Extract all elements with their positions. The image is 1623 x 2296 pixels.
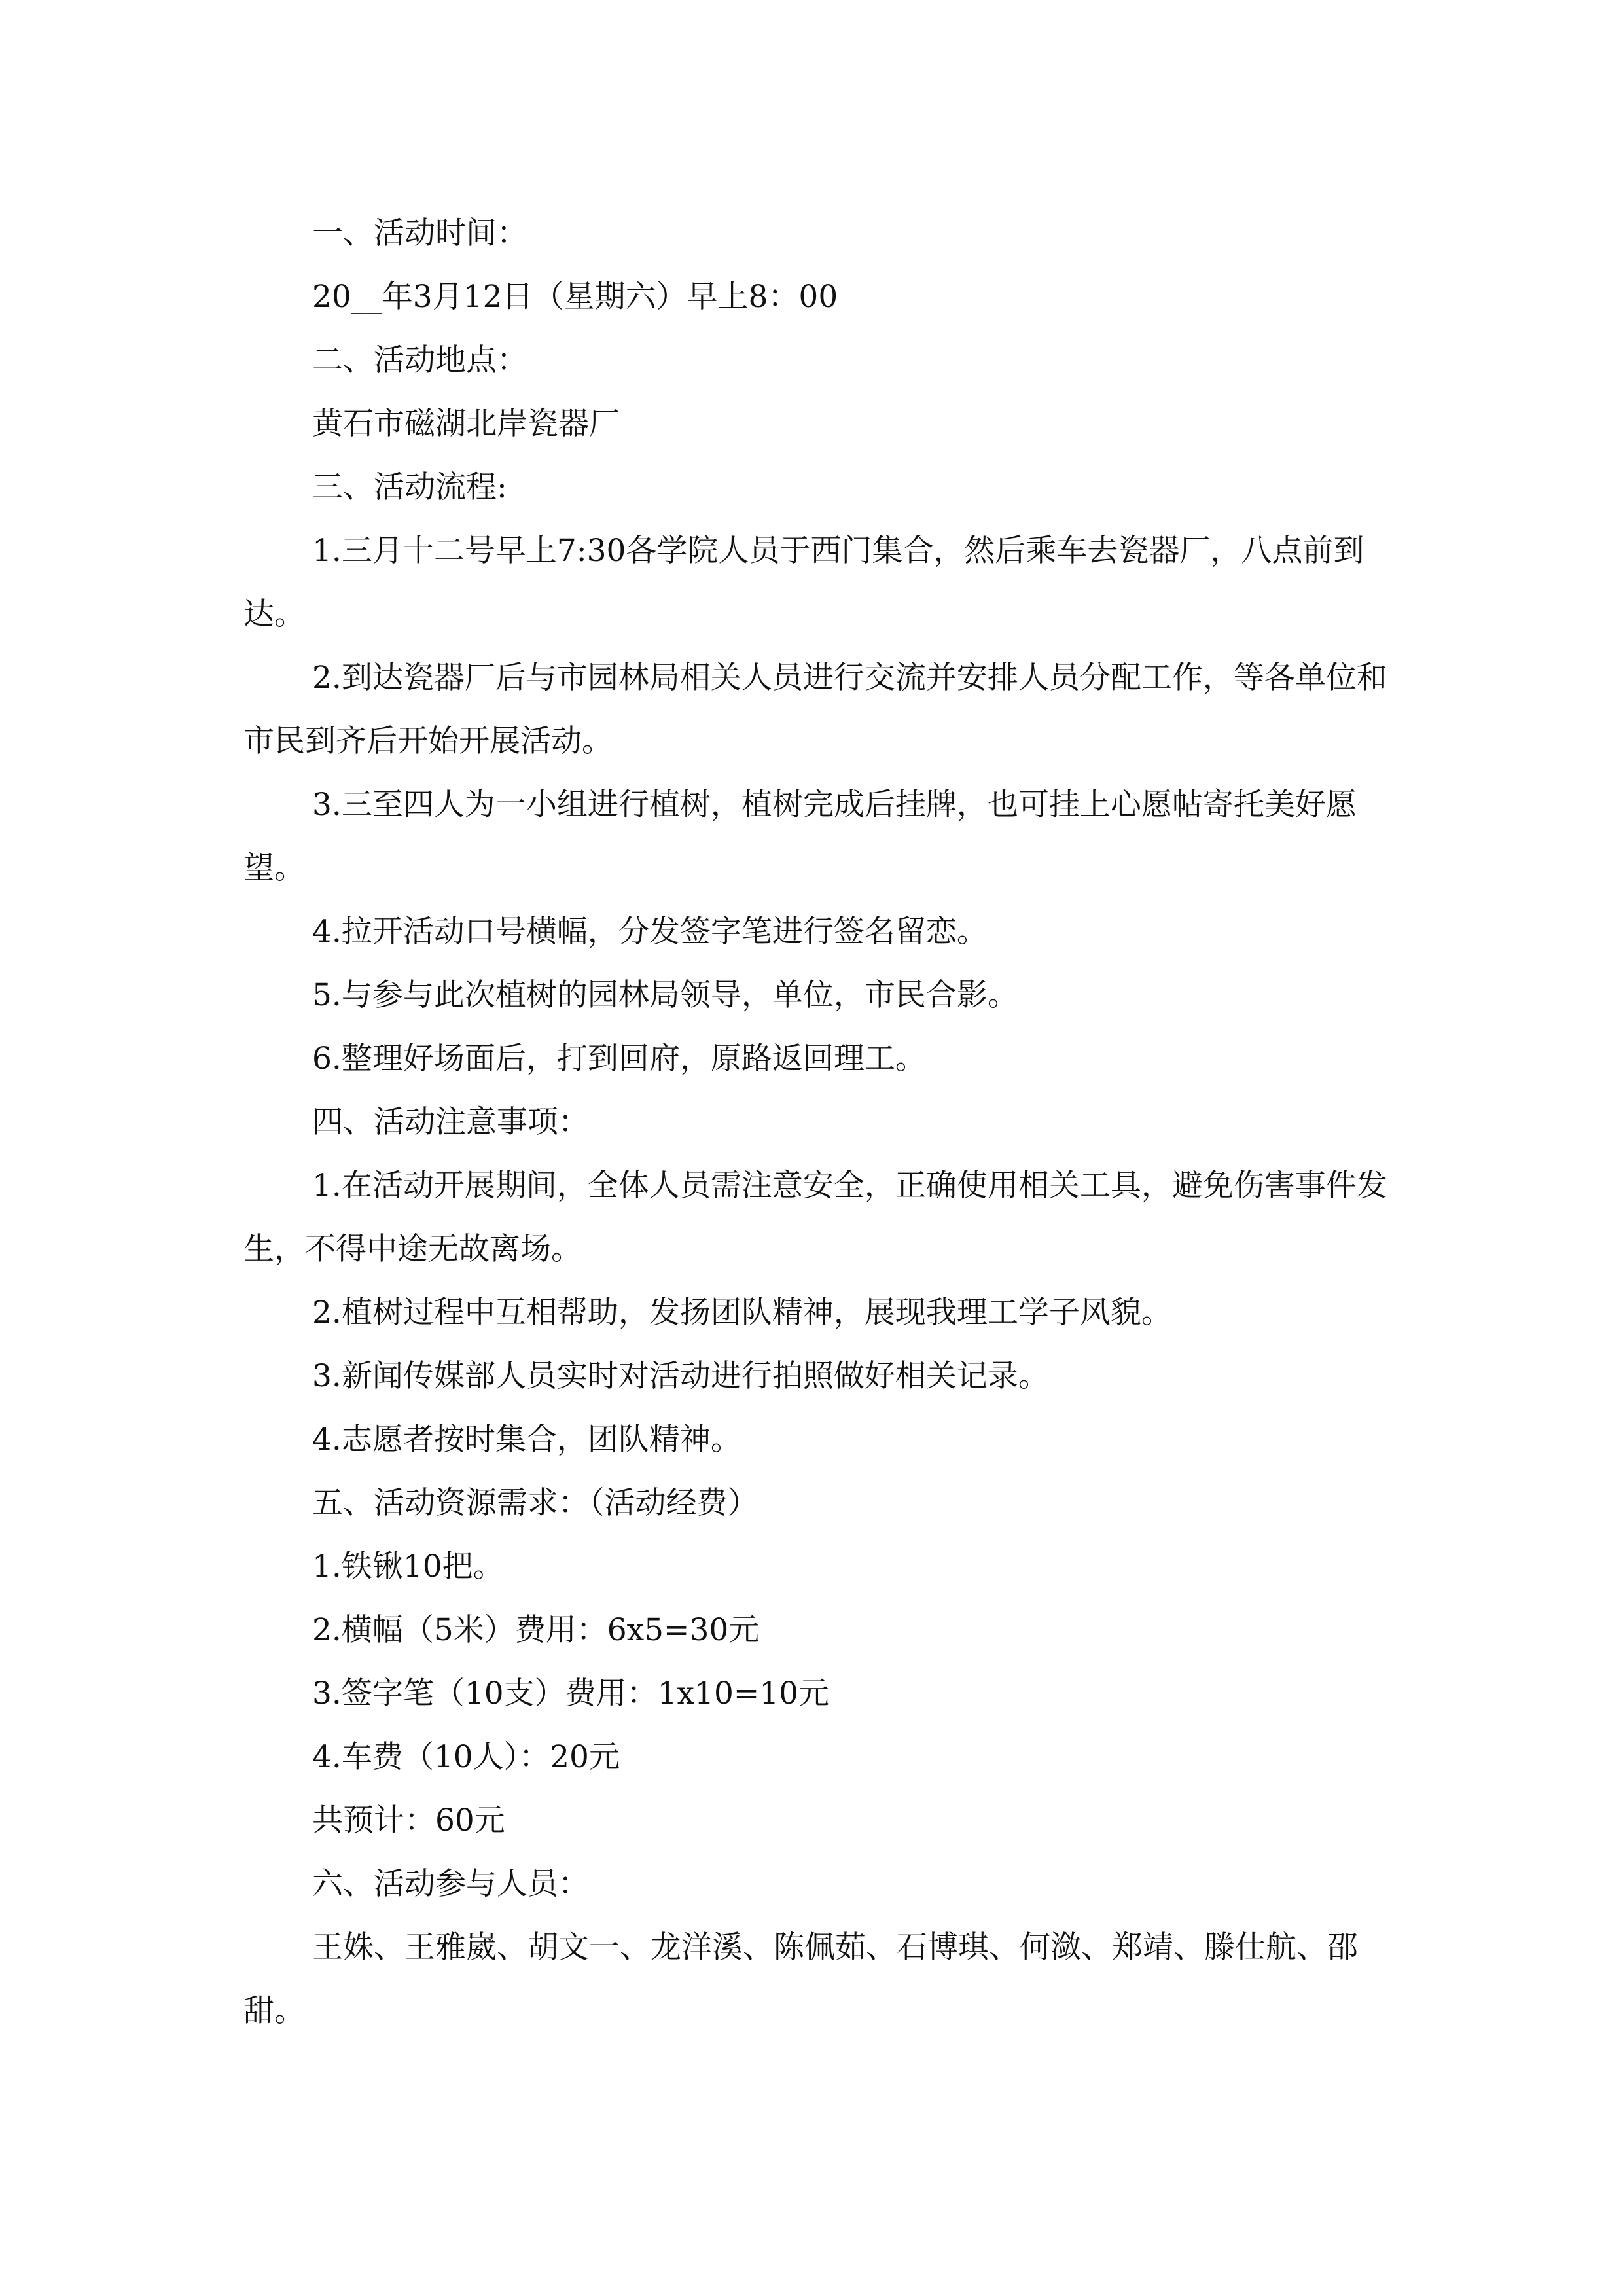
process-item: 1.三月十二号早上7:30各学院人员于西门集合，然后乘车去瓷器厂，八点前到达。 [243,533,1364,632]
participants-list: 王姝、王雅崴、胡文一、龙洋溪、陈佩茹、石博琪、何潋、郑靖、滕仕航、邵甜。 [243,1929,1358,2029]
resource-item: 3.签字笔（10支）费用：1x10=10元 [312,1676,830,1712]
precaution-item: 1.在活动开展期间，全体人员需注意安全，正确使用相关工具，避免伤害事件发生，不得中途无故离场。 [243,1168,1387,1267]
heading-activity-location: 二、活动地点： [312,342,527,378]
process-item: 3.三至四人为一小组进行植树，植树完成后挂牌，也可挂上心愿帖寄托美好愿望。 [243,787,1357,886]
process-item: 6.整理好场面后，打到回府，原路返回理工。 [312,1041,926,1077]
activity-time-value: 20__年3月12日（星期六）早上8：00 [312,279,838,315]
heading-activity-time: 一、活动时间： [312,215,527,251]
process-item: 4.拉开活动口号横幅，分发签字笔进行签名留恋。 [312,914,988,950]
heading-resource-needs: 五、活动资源需求：（活动经费） [312,1485,758,1521]
heading-precautions: 四、活动注意事项： [312,1104,589,1140]
resource-item: 4.车费（10人）：20元 [312,1739,620,1775]
resource-item: 1.铁锹10把。 [312,1549,504,1585]
budget-total: 共预计：60元 [312,1803,505,1839]
heading-activity-process: 三、活动流程: [312,469,507,505]
document-body [243,202,1395,2043]
heading-participants: 六、活动参与人员： [312,1866,589,1902]
precaution-item: 4.志愿者按时集合，团队精神。 [312,1422,741,1458]
process-item: 2.到达瓷器厂后与市园林局相关人员进行交流并安排人员分配工作，等各单位和市民到齐后开始开展活动。 [243,660,1387,759]
resource-item: 2.横幅（5米）费用：6x5=30元 [312,1612,760,1648]
precaution-item: 2.植树过程中互相帮助，发扬团队精神，展现我理工学子风貌。 [312,1295,1172,1331]
precaution-item: 3.新闻传媒部人员实时对活动进行拍照做好相关记录。 [312,1358,1049,1394]
process-item: 5.与参与此次植树的园林局领导，单位，市民合影。 [312,977,1018,1013]
activity-location-value: 黄石市磁湖北岸瓷器厂 [312,406,620,442]
